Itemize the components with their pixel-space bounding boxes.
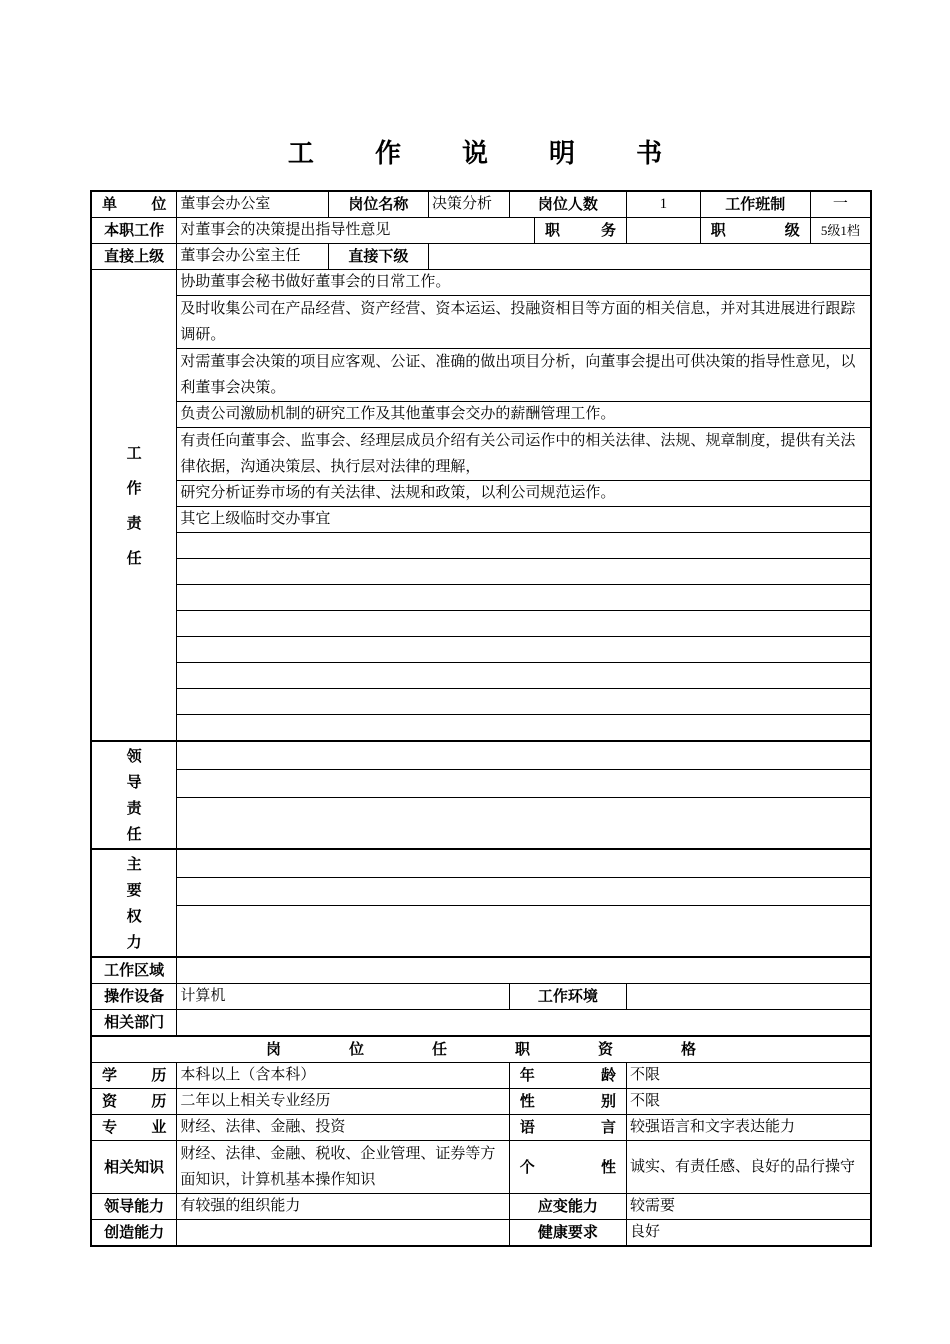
age-label: 年 龄: [509, 1063, 626, 1089]
label-char: 领: [126, 747, 142, 765]
label-char: 任: [126, 825, 142, 843]
gender-label: 性 别: [509, 1089, 626, 1115]
unit-label: 单 位: [91, 191, 177, 218]
grade-label: 职 级: [700, 218, 810, 244]
label-char: 主: [126, 855, 142, 873]
title-char: 资: [598, 1040, 614, 1058]
superior-label: 直接上级: [91, 244, 177, 270]
responsibility-empty-row[interactable]: [177, 559, 871, 585]
experience-value[interactable]: 二年以上相关专业经历: [177, 1089, 509, 1115]
personality-value[interactable]: 诚实、有责任感、良好的品行操守: [626, 1141, 871, 1194]
equipment-value[interactable]: 计算机: [177, 984, 509, 1010]
responsibility-item[interactable]: 研究分析证券市场的有关法律、法规和政策，以利公司规范运作。: [177, 481, 871, 507]
knowledge-value[interactable]: 财经、法律、金融、税收、企业管理、证券等方面知识，计算机基本操作知识: [177, 1141, 509, 1194]
environment-value[interactable]: [626, 984, 871, 1010]
responsibility-empty-row[interactable]: [177, 611, 871, 637]
related-dept-value[interactable]: [177, 1010, 871, 1037]
grade-value[interactable]: 5级1档: [810, 218, 871, 244]
page-title: 工 作 说 明 书: [287, 139, 689, 169]
responsibility-item[interactable]: 负责公司激励机制的研究工作及其他董事会交办的薪酬管理工作。: [177, 402, 871, 428]
label-char: 作: [126, 479, 142, 497]
subordinate-label: 直接下级: [328, 244, 428, 270]
responsibility-empty-row[interactable]: [177, 715, 871, 742]
responsibility-item[interactable]: 有责任向董事会、监事会、经理层成员介绍有关公司运作中的相关法律、法规、规章制度，提供有关法律依据，沟通决策层、执行层对法律的理解，: [177, 428, 871, 481]
health-label: 健康要求: [509, 1220, 626, 1247]
label-char: 责: [126, 514, 142, 532]
work-area-value[interactable]: [177, 957, 871, 984]
subordinate-value[interactable]: [428, 244, 871, 270]
main-work-value[interactable]: 对董事会的决策提出指导性意见: [177, 218, 535, 244]
responsibility-item[interactable]: 其它上级临时交办事宜: [177, 507, 871, 533]
label-char: 要: [126, 881, 142, 899]
authority-row[interactable]: [177, 906, 871, 957]
health-value[interactable]: 良好: [626, 1220, 871, 1247]
title-char: 任: [431, 1040, 447, 1058]
main-work-label: 本职工作: [91, 218, 177, 244]
work-area-label: 工作区域: [91, 957, 177, 984]
headcount-label: 岗位人数: [509, 191, 626, 218]
authority-row[interactable]: [177, 878, 871, 906]
leadership-ability-value[interactable]: 有较强的组织能力: [177, 1194, 509, 1220]
responsibility-empty-row[interactable]: [177, 585, 871, 611]
major-label: 专 业: [91, 1115, 177, 1141]
major-value[interactable]: 财经、法律、金融、投资: [177, 1115, 509, 1141]
leadership-label: [91, 741, 177, 849]
responsibility-empty-row[interactable]: [177, 533, 871, 559]
label-char: 任: [126, 549, 142, 567]
headcount-value[interactable]: 1: [626, 191, 700, 218]
personality-label: 个 性: [509, 1141, 626, 1194]
responsibility-item[interactable]: 及时收集公司在产品经营、资产经营、资本运运、投融资相目等方面的相关信息，并对其进展进行跟踪调研。: [177, 296, 871, 349]
superior-value[interactable]: 董事会办公室主任: [177, 244, 329, 270]
authority-label: [91, 849, 177, 957]
title-char: 格: [681, 1040, 697, 1058]
leadership-ability-label: 领导能力: [91, 1194, 177, 1220]
label-char: 权: [126, 907, 142, 925]
label-char: 力: [126, 933, 142, 951]
responsibility-empty-row[interactable]: [177, 663, 871, 689]
experience-label: 资 历: [91, 1089, 177, 1115]
responsibility-empty-row[interactable]: [177, 689, 871, 715]
unit-value[interactable]: 董事会办公室: [177, 191, 329, 218]
label-char: 责: [126, 799, 142, 817]
duty-label: 职 务: [535, 218, 627, 244]
position-name-value[interactable]: 决策分析: [428, 191, 509, 218]
environment-label: 工作环境: [509, 984, 626, 1010]
leadership-row[interactable]: [177, 741, 871, 770]
position-name-label: 岗位名称: [328, 191, 428, 218]
equipment-label: 操作设备: [91, 984, 177, 1010]
language-value[interactable]: 较强语言和文字表达能力: [626, 1115, 871, 1141]
education-value[interactable]: 本科以上（含本科）: [177, 1063, 509, 1089]
label-char: 导: [126, 773, 142, 791]
adaptability-value[interactable]: 较需要: [626, 1194, 871, 1220]
job-description-table: [90, 190, 872, 1247]
title-char: 位: [348, 1040, 364, 1058]
leadership-row[interactable]: [177, 798, 871, 849]
adaptability-label: 应变能力: [509, 1194, 626, 1220]
creativity-label: 创造能力: [91, 1220, 177, 1247]
language-label: 语 言: [509, 1115, 626, 1141]
knowledge-label: 相关知识: [91, 1141, 177, 1194]
responsibilities-label: [91, 270, 177, 742]
responsibility-item[interactable]: 对需董事会决策的项目应客观、公证、准确的做出项目分析，向董事会提出可供决策的指导性意见，以利董事会决策。: [177, 349, 871, 402]
duty-value[interactable]: [626, 218, 700, 244]
shift-value[interactable]: 一: [810, 191, 871, 218]
authority-row[interactable]: [177, 849, 871, 878]
shift-label: 工作班制: [700, 191, 810, 218]
education-label: 学 历: [91, 1063, 177, 1089]
title-char: 职: [515, 1040, 531, 1058]
title-char: 岗: [265, 1040, 281, 1058]
age-value[interactable]: 不限: [626, 1063, 871, 1089]
label-char: 工: [126, 444, 142, 462]
responsibility-item[interactable]: 协助董事会秘书做好董事会的日常工作。: [177, 270, 871, 296]
leadership-row[interactable]: [177, 770, 871, 798]
responsibility-empty-row[interactable]: [177, 637, 871, 663]
creativity-value[interactable]: [177, 1220, 509, 1247]
gender-value[interactable]: 不限: [626, 1089, 871, 1115]
qualifications-title: [91, 1036, 871, 1063]
related-dept-label: 相关部门: [91, 1010, 177, 1037]
